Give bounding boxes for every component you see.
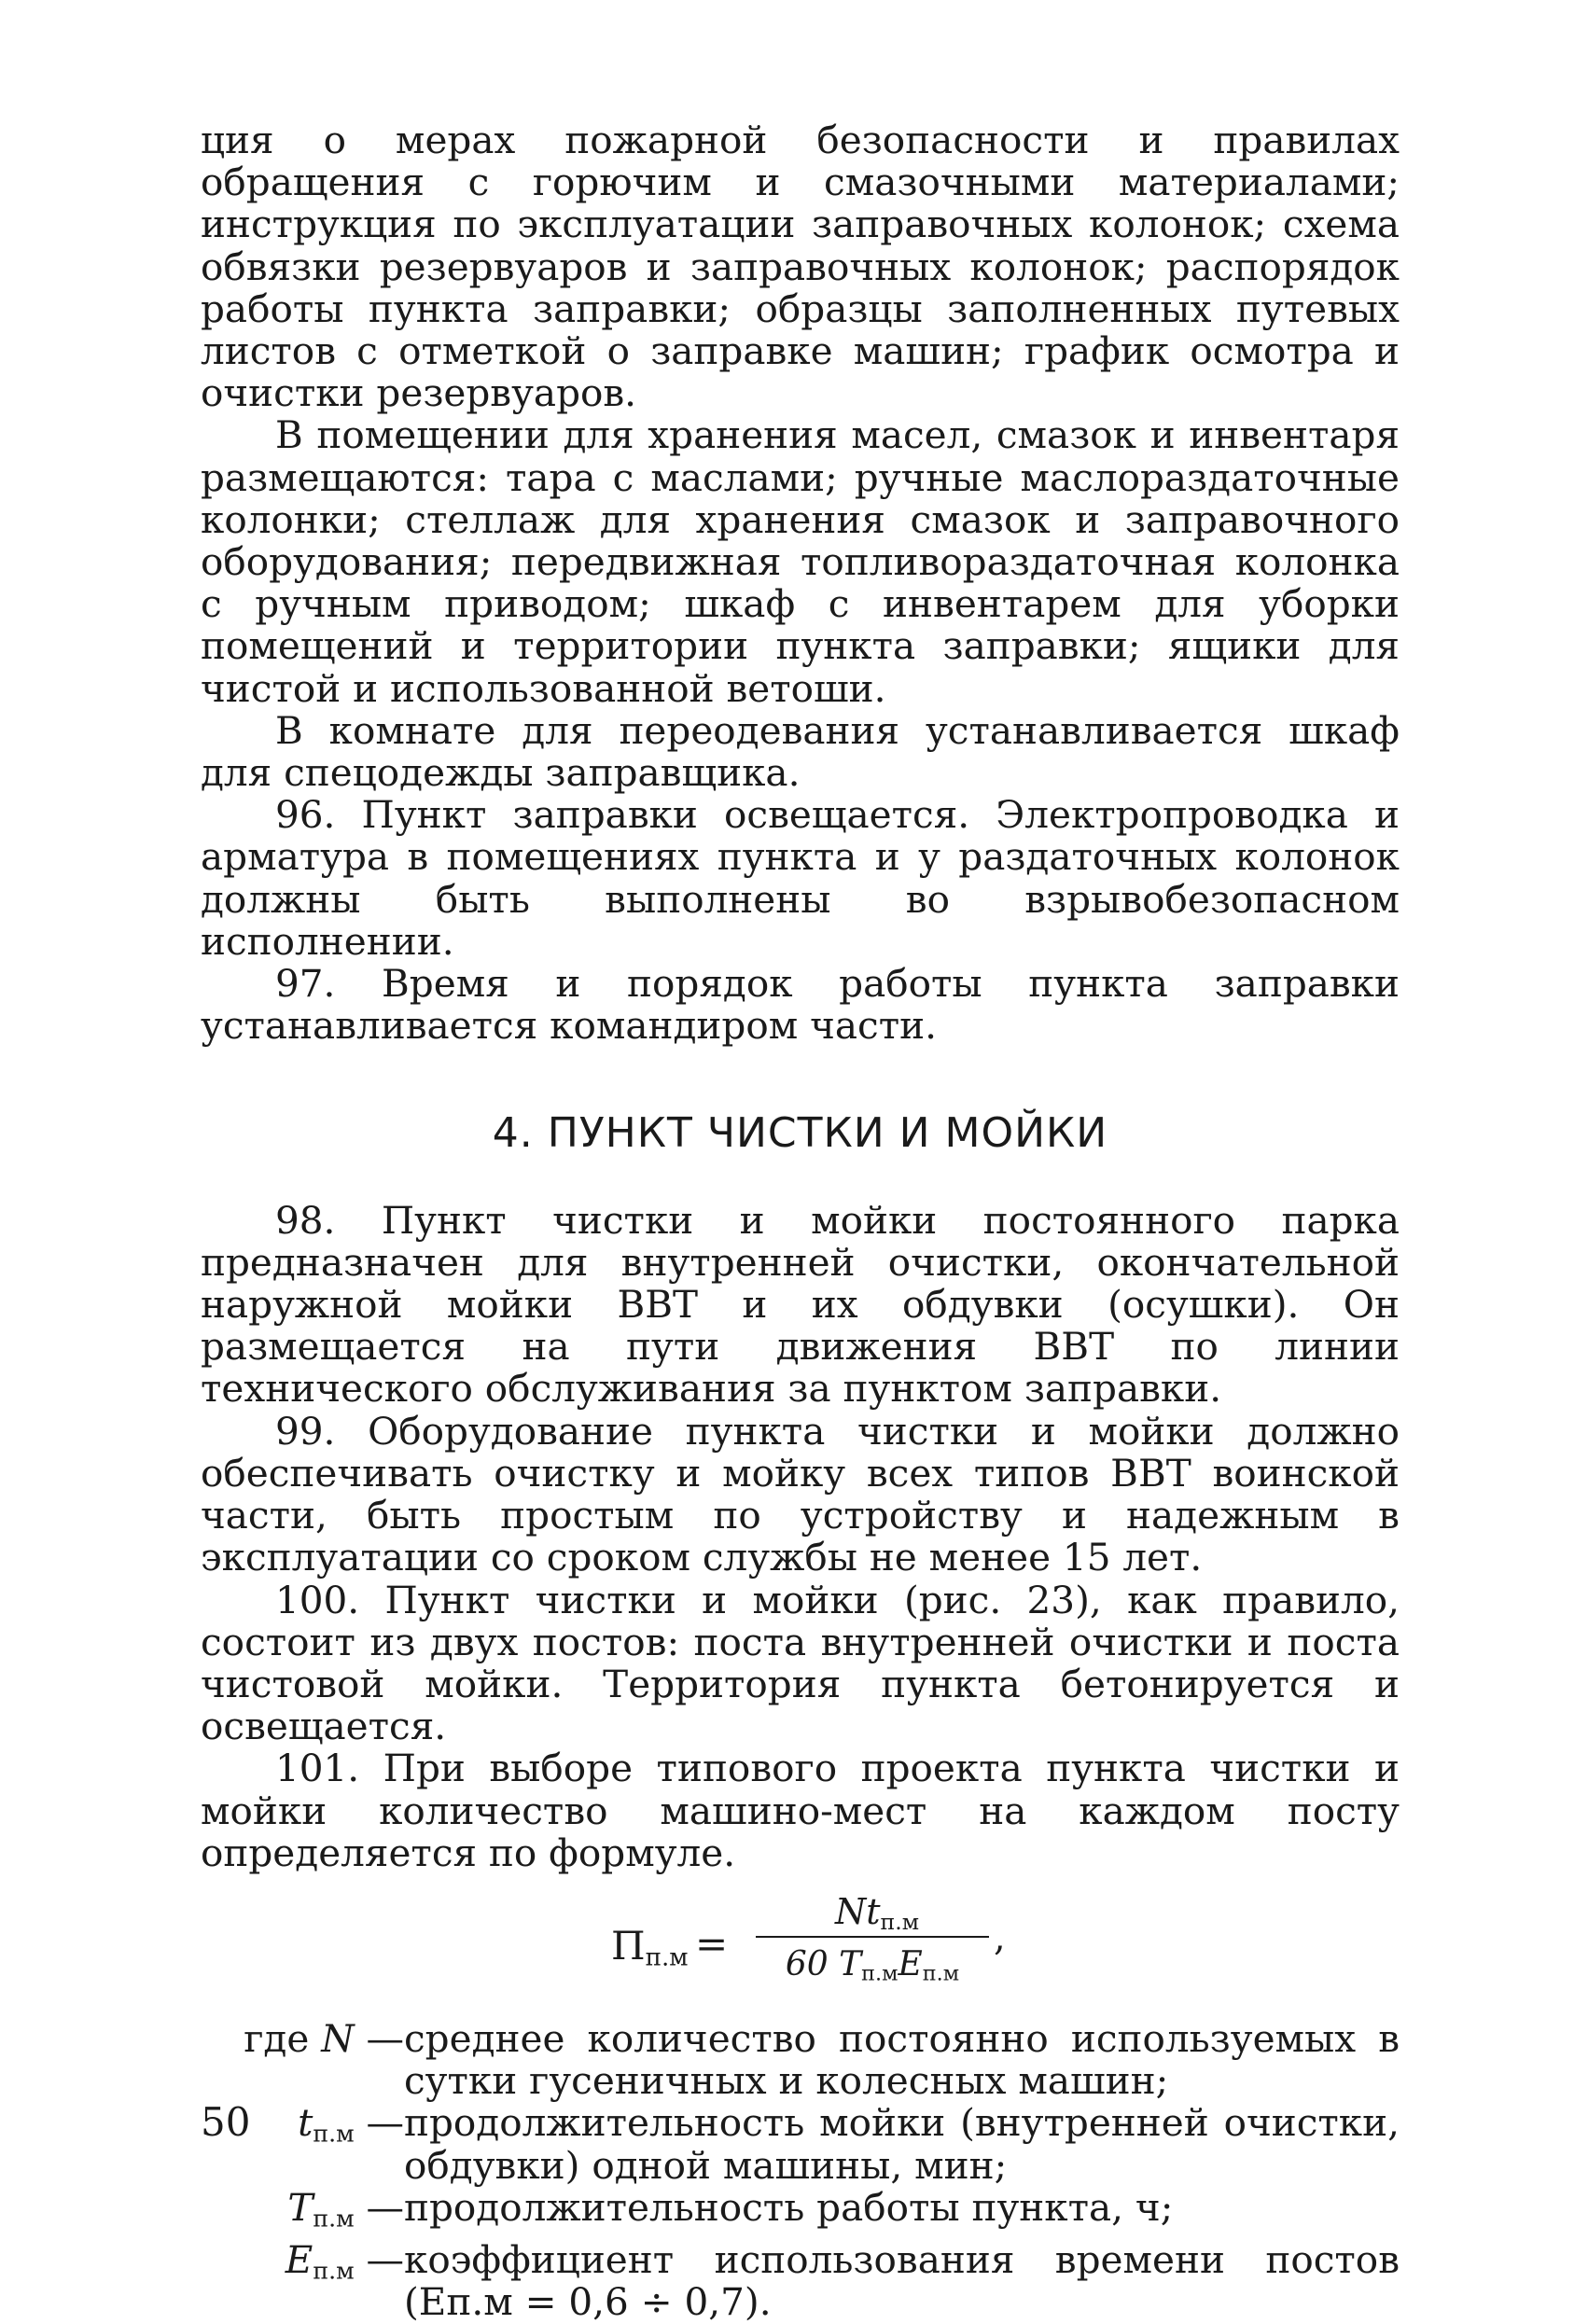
formula-comma: , xyxy=(994,1915,1006,1959)
paragraph-99: 99. Оборудование пункта чистки и мойки должно обеспечивать очистку и мойку всех типов ВВТ воинской части, быть простым по устройству и надежным в эксплуатации со сроком службы не менее 15 лет. xyxy=(201,1408,1400,1580)
paragraph-101: 101. При выборе типового проекта пункта чистки и мойки количество машино-мест на каждом посту определяется по формуле. xyxy=(201,1746,1400,1875)
fraction-bar xyxy=(756,1936,989,1938)
definition-n: где N — среднее количество постоянно используемых в сутки гусеничных и колесных машин; xyxy=(244,2015,1400,2104)
variable-definitions xyxy=(201,2015,1400,2324)
paragraph-96: 96. Пункт заправки освещается. Электропроводка и арматура в помещениях пункта и у раздаточных колонок должны быть выполнены во взрывобезопасном исполнении. xyxy=(201,792,1400,964)
paragraph-98: 98. Пункт чистки и мойки постоянного парка предназначен для внутренней очистки, окончательной наружной мойки ВВТ и их обдувки (осушки). Он размещается на пути движения ВВТ по линии технического обслуживания за пунктом заправки. xyxy=(201,1197,1400,1412)
paragraph-97: 97. Время и порядок работы пункта заправки устанавливается командиром части. xyxy=(201,961,1400,1049)
formula-numerator: $Nt_{п.м}$ xyxy=(834,1890,920,1935)
page-number: 50 xyxy=(201,2099,251,2145)
paragraph-100: 100. Пункт чистки и мойки (рис. 23), как правило, состоит из двух постов: поста внутренней очистки и поста чистовой мойки. Территория пункта бетонируется и освещается. xyxy=(201,1577,1400,1749)
section-heading: 4. ПУНКТ ЧИСТКИ И МОЙКИ xyxy=(492,1109,1108,1158)
paragraph-changing-room: В комнате для переодевания устанавливается шкаф для спецодежды заправщика. xyxy=(201,707,1400,796)
paragraph-storage-room: В помещении для хранения масел, смазок и инвентаря размещаются: тара с маслами; ручные маслораздаточные колонки; стеллаж для хранения смазок и заправочного оборудования; передвижная топливораздаточная колонка с ручным приводом; шкаф с инвентарем для уборки помещений и территории пункта заправки; ящики для чистой и использованной ветоши. xyxy=(201,412,1400,711)
definition-E: $E_{п.м}$ — коэффициент использования времени постов (Eп.м = 0,6 ÷ 0,7). xyxy=(285,2237,1400,2324)
definition-t: $t_{п.м}$ — продолжительность мойки (внутренней очистки, обдувки) одной машины, мин; xyxy=(298,2100,1400,2188)
formula-denominator: 60 $T_{п.м}E_{п.м}$ xyxy=(785,1944,960,1986)
formula xyxy=(201,1890,1400,2001)
formula-equals: = xyxy=(695,1920,729,1967)
page-body xyxy=(201,119,1400,2324)
definition-T: $T_{п.м}$ — продолжительность работы пункта, ч; xyxy=(287,2184,1174,2232)
paragraph-continuation: ция о мерах пожарной безопасности и правилах обращения с горючим и смазочными материалами; инструкция по эксплуатации заправочных колонок; схема обвязки резервуаров и заправочных колонок; распорядок работы пункта заправки; образцы заполненных путевых листов с отметкой о заправке машин; график осмотра и очистки резервуаров. xyxy=(201,118,1400,416)
formula-lhs: $П_{п.м}$ xyxy=(611,1922,689,1972)
